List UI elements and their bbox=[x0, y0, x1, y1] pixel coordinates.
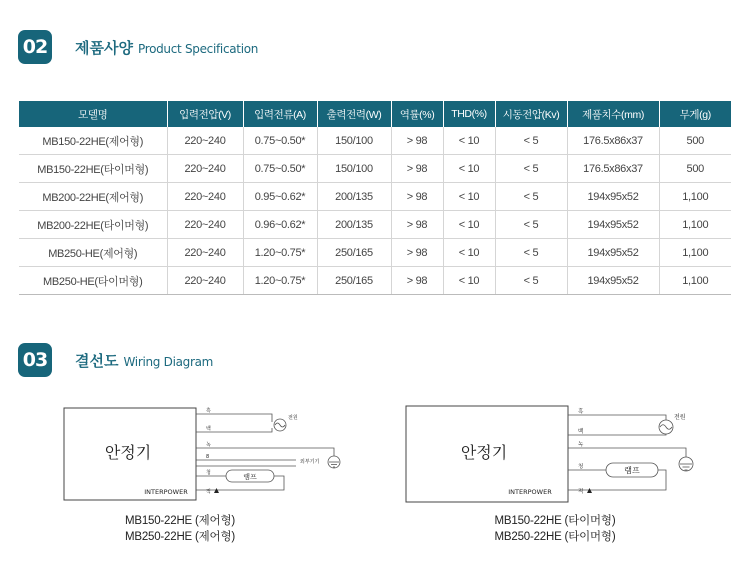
section-title-en: Wiring Diagram bbox=[123, 354, 214, 369]
cell-output-power: 250/165 bbox=[317, 239, 391, 267]
header-model: 모델명 bbox=[19, 101, 167, 127]
brand-label: INTERPOWER bbox=[508, 488, 552, 496]
cell-output-power: 200/135 bbox=[317, 211, 391, 239]
header-thd: THD(%) bbox=[443, 101, 495, 127]
section-title bbox=[75, 37, 258, 58]
cell-input-current: 1.20~0.75* bbox=[243, 267, 317, 295]
header-power-factor: 역률(%) bbox=[391, 101, 443, 127]
ground-icon bbox=[328, 456, 340, 468]
cell-model: MB250-HE(타이머형) bbox=[19, 267, 167, 295]
section-number: 02 bbox=[18, 30, 52, 64]
lamp-label: 램프 bbox=[243, 473, 257, 481]
wire-label-green: 녹 bbox=[578, 442, 584, 448]
lamp-label: 램프 bbox=[624, 466, 640, 475]
wire-label-signal: 8 bbox=[206, 454, 210, 460]
cell-input-voltage: 220~240 bbox=[167, 211, 243, 239]
cell-model: MB250-HE(제어형) bbox=[19, 239, 167, 267]
wire-green bbox=[196, 448, 334, 456]
cell-power-factor: > 98 bbox=[391, 127, 443, 155]
cell-power-factor: > 98 bbox=[391, 211, 443, 239]
cell-start-voltage: < 5 bbox=[495, 239, 567, 267]
caption-line-2: MB250-22HE (제어형) bbox=[124, 531, 235, 543]
wire-label-black: 흑 bbox=[578, 409, 584, 415]
cell-input-voltage: 220~240 bbox=[167, 127, 243, 155]
cell-input-voltage: 220~240 bbox=[167, 267, 243, 295]
wire-black bbox=[568, 415, 666, 424]
section-title-ko: 제품사양 bbox=[75, 38, 133, 57]
cell-input-voltage: 220~240 bbox=[167, 155, 243, 183]
warning-icon bbox=[587, 488, 592, 493]
section-title-en: Product Specification bbox=[137, 41, 259, 56]
caption-timer bbox=[475, 513, 635, 545]
cell-input-current: 1.20~0.75* bbox=[243, 239, 317, 267]
cell-thd: < 10 bbox=[443, 127, 495, 155]
cell-model: MB150-22HE(제어형) bbox=[19, 127, 167, 155]
wire-label-green: 녹 bbox=[206, 442, 211, 448]
header-input-current: 입력전류(A) bbox=[243, 101, 317, 127]
cell-weight: 1,100 bbox=[659, 267, 731, 295]
cell-output-power: 200/135 bbox=[317, 183, 391, 211]
cell-thd: < 10 bbox=[443, 267, 495, 295]
section-header-wiring bbox=[18, 343, 213, 377]
header-dimensions: 제품치수(mm) bbox=[567, 101, 659, 127]
cell-model: MB200-22HE(타이머형) bbox=[19, 211, 167, 239]
cell-thd: < 10 bbox=[443, 183, 495, 211]
cell-weight: 1,100 bbox=[659, 239, 731, 267]
caption-line-1: MB150-22HE (타이머형) bbox=[494, 515, 616, 527]
table-row bbox=[19, 239, 731, 267]
wiring-diagram-timer bbox=[402, 398, 702, 508]
table-body bbox=[19, 127, 731, 295]
cell-weight: 500 bbox=[659, 155, 731, 183]
wire-label-red: 적 bbox=[578, 489, 584, 495]
cell-weight: 1,100 bbox=[659, 183, 731, 211]
cell-power-factor: > 98 bbox=[391, 183, 443, 211]
cell-thd: < 10 bbox=[443, 155, 495, 183]
ballast-label: 안정기 bbox=[104, 443, 152, 462]
cell-model: MB200-22HE(제어형) bbox=[19, 183, 167, 211]
cell-dimensions: 176.5x86x37 bbox=[567, 127, 659, 155]
wire-label-blue: 청 bbox=[206, 470, 211, 476]
warning-icon bbox=[214, 488, 219, 493]
cell-output-power: 250/165 bbox=[317, 267, 391, 295]
table-row bbox=[19, 183, 731, 211]
wire-green bbox=[568, 448, 686, 458]
cell-power-factor: > 98 bbox=[391, 267, 443, 295]
cell-start-voltage: < 5 bbox=[495, 211, 567, 239]
cell-start-voltage: < 5 bbox=[495, 155, 567, 183]
cell-input-voltage: 220~240 bbox=[167, 183, 243, 211]
wire-black bbox=[196, 414, 272, 422]
wire-label-white: 백 bbox=[206, 426, 211, 432]
header-input-voltage: 입력전압(V) bbox=[167, 101, 243, 127]
cell-output-power: 150/100 bbox=[317, 155, 391, 183]
cell-start-voltage: < 5 bbox=[495, 267, 567, 295]
cell-input-voltage: 220~240 bbox=[167, 239, 243, 267]
brand-label: INTERPOWER bbox=[144, 488, 188, 496]
caption-line-1: MB150-22HE (제어형) bbox=[124, 515, 235, 527]
cell-input-current: 0.96~0.62* bbox=[243, 211, 317, 239]
header-start-voltage: 시동전압(Kv) bbox=[495, 101, 567, 127]
cell-input-current: 0.75~0.50* bbox=[243, 127, 317, 155]
wiring-diagram-control bbox=[60, 400, 360, 510]
section-header-spec bbox=[18, 30, 258, 64]
cell-start-voltage: < 5 bbox=[495, 127, 567, 155]
caption-line-2: MB250-22HE (타이머형) bbox=[494, 531, 616, 543]
cell-input-current: 0.95~0.62* bbox=[243, 183, 317, 211]
table-row bbox=[19, 211, 731, 239]
wire-label-black: 흑 bbox=[206, 408, 211, 414]
cell-dimensions: 194x95x52 bbox=[567, 211, 659, 239]
header-output-power: 출력전력(W) bbox=[317, 101, 391, 127]
external-device-label: 외부기기 bbox=[300, 459, 320, 465]
cell-dimensions: 194x95x52 bbox=[567, 239, 659, 267]
cell-power-factor: > 98 bbox=[391, 239, 443, 267]
cell-output-power: 150/100 bbox=[317, 127, 391, 155]
cell-thd: < 10 bbox=[443, 211, 495, 239]
cell-power-factor: > 98 bbox=[391, 155, 443, 183]
power-label: 전원 bbox=[674, 414, 686, 421]
power-label: 전원 bbox=[288, 415, 298, 421]
section-number: 03 bbox=[18, 343, 52, 377]
cell-weight: 500 bbox=[659, 127, 731, 155]
cell-weight: 1,100 bbox=[659, 211, 731, 239]
cell-start-voltage: < 5 bbox=[495, 183, 567, 211]
header-weight: 무게(g) bbox=[659, 101, 731, 127]
cell-input-current: 0.75~0.50* bbox=[243, 155, 317, 183]
cell-dimensions: 194x95x52 bbox=[567, 267, 659, 295]
table-row bbox=[19, 127, 731, 155]
section-title bbox=[75, 350, 213, 371]
cell-dimensions: 176.5x86x37 bbox=[567, 155, 659, 183]
ground-icon bbox=[679, 457, 693, 471]
caption-control bbox=[100, 513, 260, 545]
cell-dimensions: 194x95x52 bbox=[567, 183, 659, 211]
table-header-row bbox=[19, 101, 731, 127]
spec-table bbox=[19, 101, 731, 295]
cell-model: MB150-22HE(타이머형) bbox=[19, 155, 167, 183]
wire-label-red: 적 bbox=[206, 489, 211, 495]
ballast-label: 안정기 bbox=[460, 443, 508, 462]
wire-label-white: 백 bbox=[578, 429, 584, 435]
wire-label-blue: 청 bbox=[578, 464, 584, 470]
section-title-ko: 결선도 bbox=[75, 351, 119, 370]
table-row bbox=[19, 267, 731, 295]
cell-thd: < 10 bbox=[443, 239, 495, 267]
table-row bbox=[19, 155, 731, 183]
